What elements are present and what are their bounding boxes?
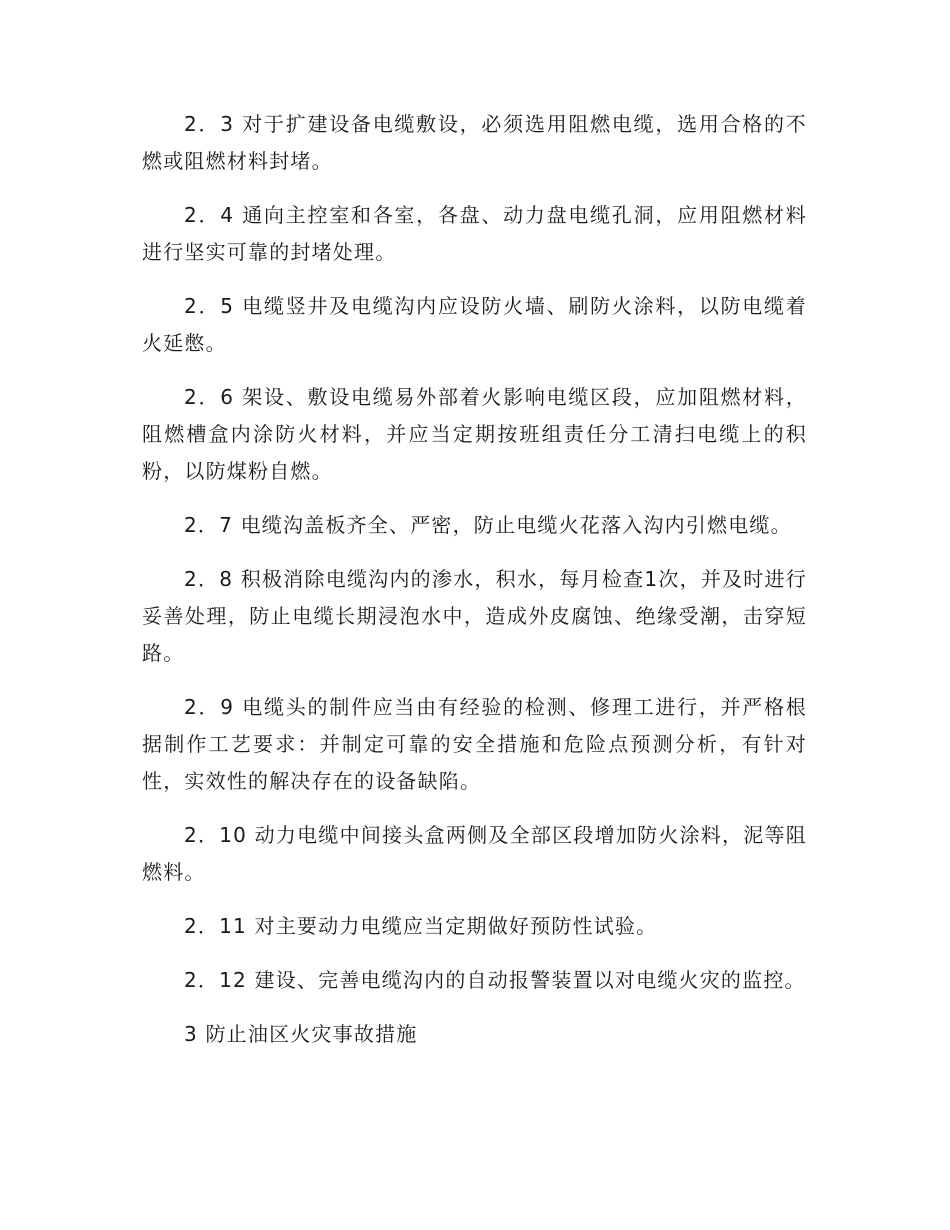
paragraph-2-7: 2．7 电缆沟盖板齐全、严密，防止电缆火花落入沟内引燃电缆。 [184,513,792,537]
paragraph-2-8: 2．8 积极消除电缆沟内的渗水，积水，每月检查1次，并及时进行妥善处理，防止电缆长期浸泡水中，造成外皮腐蚀、绝缘受潮，击穿短路。 [142,567,807,665]
paragraph-2-6: 2．6 架设、敷设电缆易外部着火影响电缆区段，应加阻燃材料，阻燃槽盒内涂防火材料，并应当定期按班组责任分工清扫电缆上的积粉，以防煤粉自燃。 [142,385,807,483]
paragraph-2-9: 2．9 电缆头的制件应当由有经验的检测、修理工进行，并严格根据制作工艺要求：并制定可靠的安全措施和危险点预测分析，有针对性，实效性的解决存在的设备缺陷。 [142,695,807,793]
paragraph-2-10: 2．10 动力电缆中间接头盒两侧及全部区段增加防火涂料，泥等阻燃料。 [142,823,807,884]
paragraph-2-3: 2．3 对于扩建设备电缆敷设，必须选用阻燃电缆，选用合格的不燃或阻燃材料封堵。 [142,112,807,173]
paragraph-2-5: 2．5 电缆竖井及电缆沟内应设防火墙、刷防火涂料，以防电缆着火延憋。 [142,294,807,355]
paragraph-2-4: 2．4 通向主控室和各室，各盘、动力盘电缆孔洞，应用阻燃材料进行坚实可靠的封堵处理。 [142,203,807,264]
paragraph-2-11: 2．11 对主要动力电缆应当定期做好预防性试验。 [184,914,658,938]
document-body [142,106,807,1053]
section-heading: 3 防止油区火灾事故措施 [184,1022,418,1046]
paragraph-2-12: 2．12 建设、完善电缆沟内的自动报警装置以对电缆火灾的监控。 [184,968,806,992]
